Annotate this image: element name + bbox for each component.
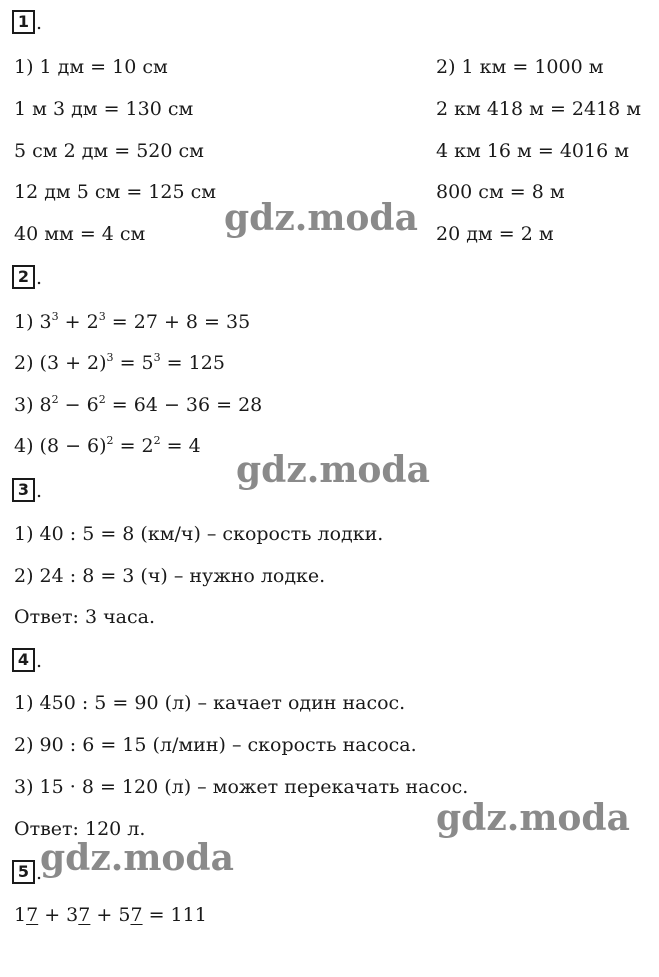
task3-answer: Ответ: 3 часа.: [14, 606, 156, 628]
task-number-5: 5: [12, 860, 35, 884]
task1-right-line-5: 20 дм = 2 м: [436, 223, 554, 245]
watermark: gdz.moda: [436, 797, 630, 839]
task1-right-line-1: 2) 1 км = 1000 м: [436, 56, 604, 78]
task-number-1: 1: [12, 10, 35, 34]
watermark: gdz.moda: [224, 197, 418, 239]
task-number-dot: .: [36, 862, 43, 884]
task3-line-1: 1) 40 : 5 = 8 (км/ч) – скорость лодки.: [14, 523, 384, 545]
watermark: gdz.moda: [40, 837, 234, 879]
task1-right-line-3: 4 км 16 м = 4016 м: [436, 140, 629, 162]
task-number-dot: .: [36, 650, 43, 672]
task4-line-3: 3) 15 · 8 = 120 (л) – может перекачать насос.: [14, 776, 469, 798]
task-number-4: 4: [12, 648, 35, 672]
task-number-dot: .: [36, 267, 43, 289]
task2-line-3: 3) $8^2 - 6^2 = 64 - 36 = 28$: [14, 393, 263, 416]
task1-right-line-4: 800 см = 8 м: [436, 181, 565, 203]
task-number-3: 3: [12, 478, 35, 502]
task4-answer: Ответ: 120 л.: [14, 818, 146, 840]
task1-right-line-2: 2 км 418 м = 2418 м: [436, 98, 642, 120]
task1-left-line-1: 1) 1 дм = 10 см: [14, 56, 168, 78]
task2-line-1: 1) $3^3 + 2^3 = 27 + 8 = 35$: [14, 310, 251, 333]
task1-left-line-5: 40 мм = 4 см: [14, 223, 146, 245]
task-number-dot: .: [36, 480, 43, 502]
task2-line-4: 4) $(8 - 6)^2 = 2^2 = 4$: [14, 434, 201, 457]
task1-left-line-2: 1 м 3 дм = 130 см: [14, 98, 194, 120]
task-number-dot: .: [36, 12, 43, 34]
task-number-2: 2: [12, 265, 35, 289]
task1-left-line-4: 12 дм 5 см = 125 см: [14, 181, 217, 203]
task5-equation: 17 + 37 + 57 = 111: [14, 904, 207, 926]
task3-line-2: 2) 24 : 8 = 3 (ч) – нужно лодке.: [14, 565, 326, 587]
task4-line-2: 2) 90 : 6 = 15 (л/мин) – скорость насоса.: [14, 734, 417, 756]
task1-left-line-3: 5 см 2 дм = 520 см: [14, 140, 204, 162]
task2-line-2: 2) $(3 + 2)^3 = 5^3 = 125$: [14, 351, 225, 374]
task4-line-1: 1) 450 : 5 = 90 (л) – качает один насос.: [14, 692, 406, 714]
watermark: gdz.moda: [236, 449, 430, 491]
